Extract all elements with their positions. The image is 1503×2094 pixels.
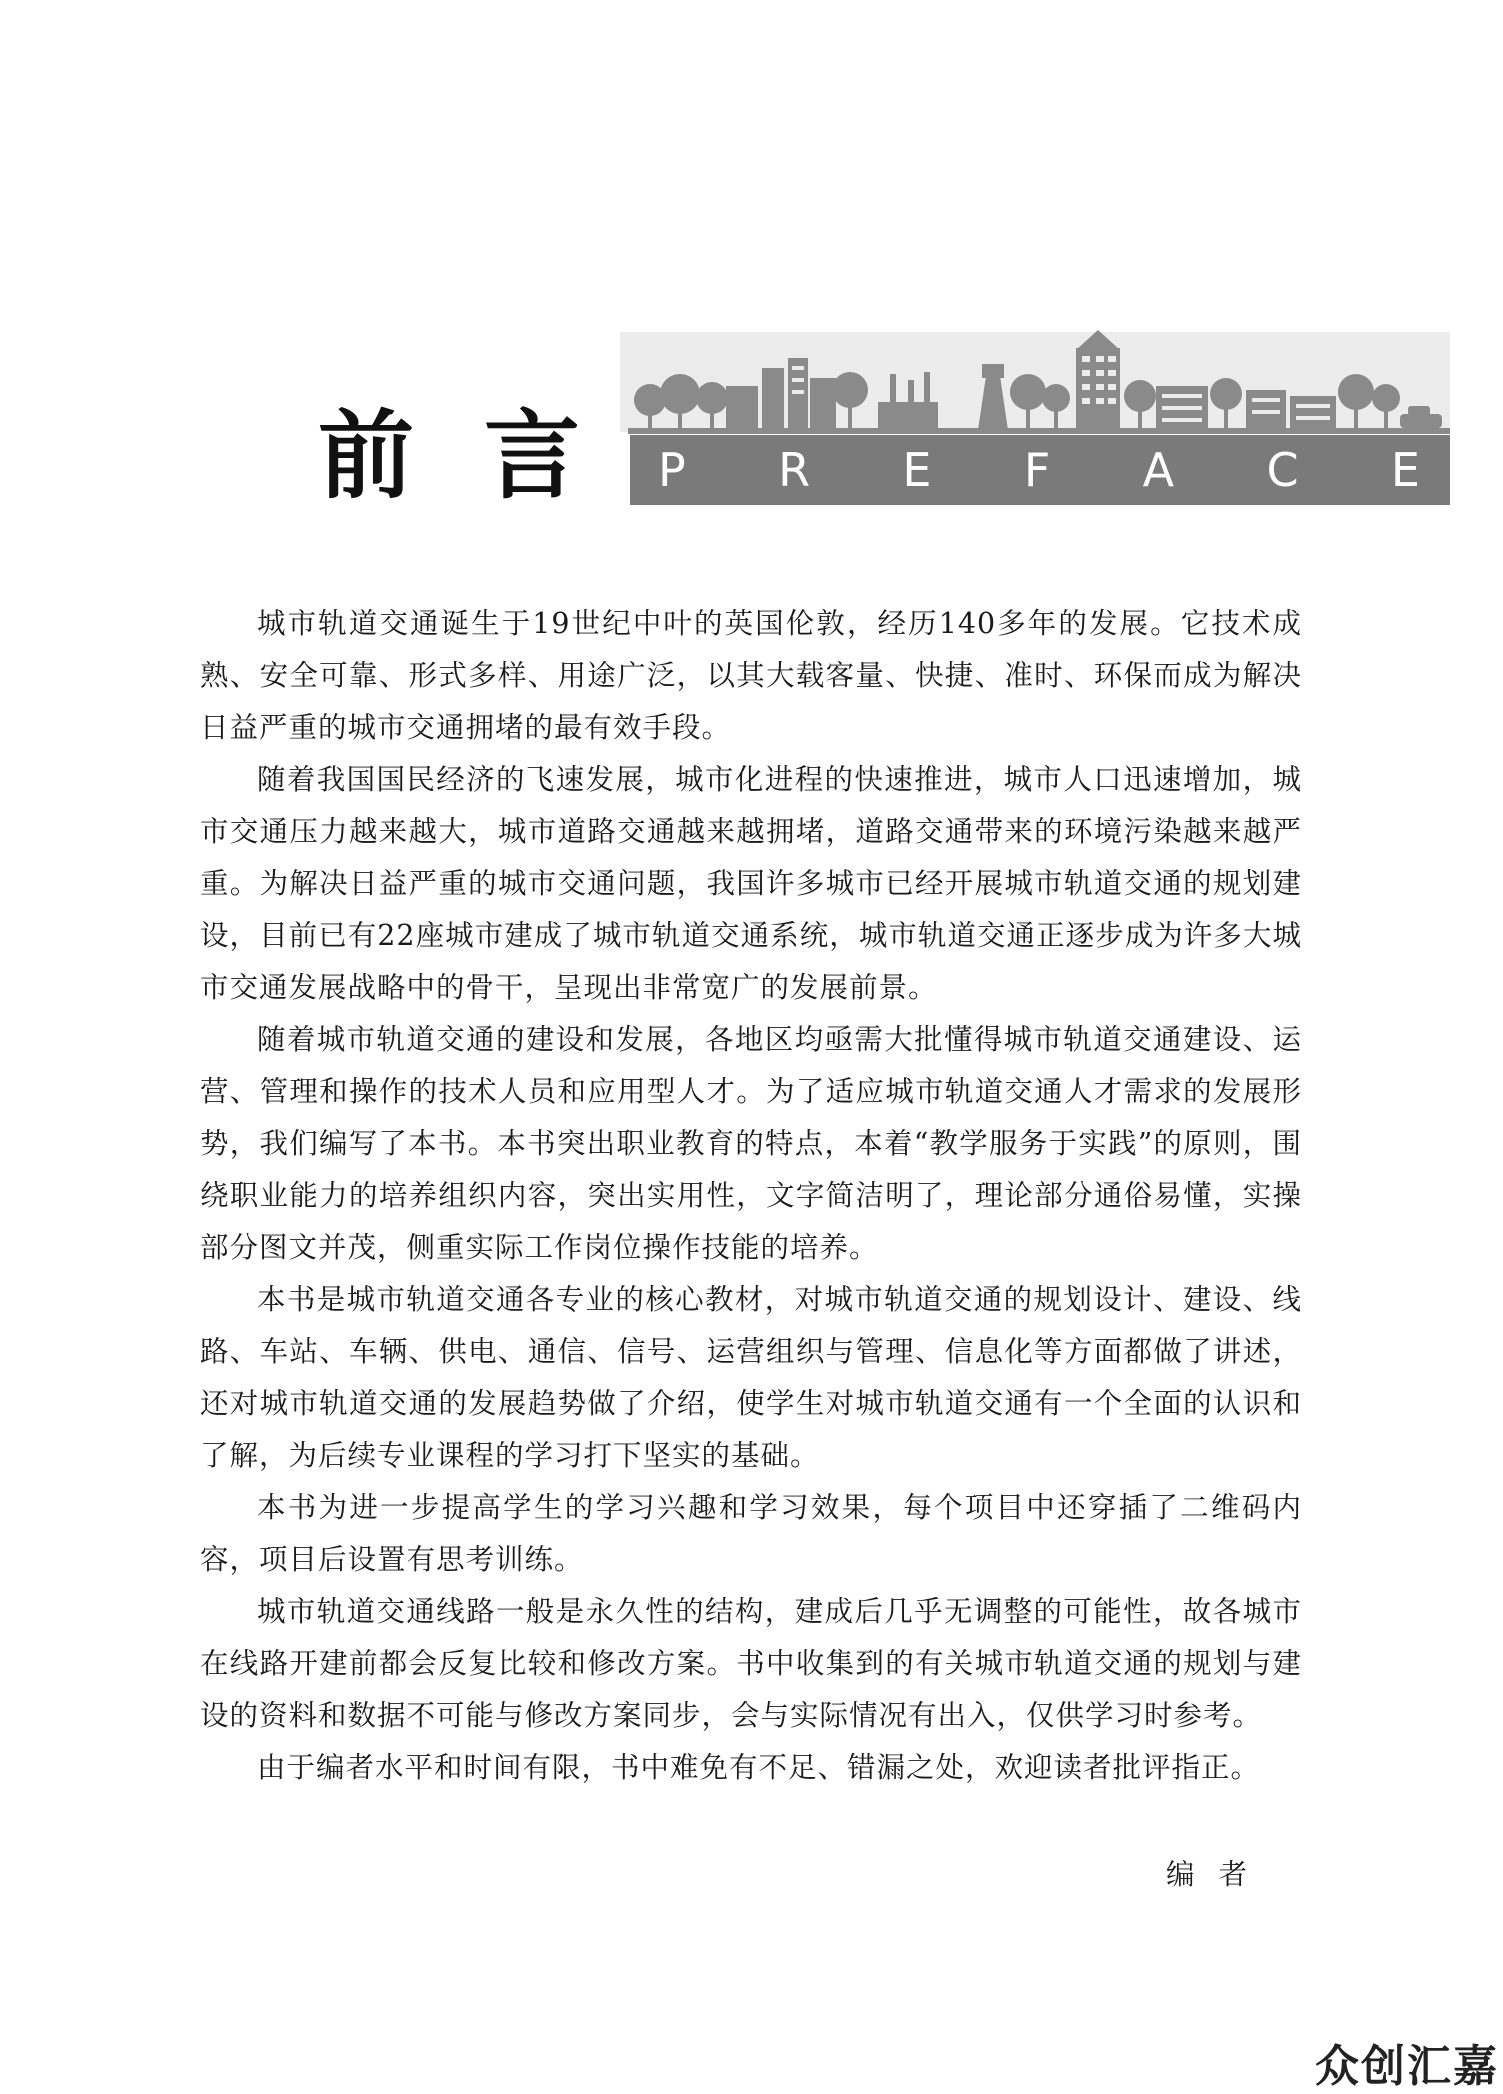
watermark: 众创汇嘉 <box>1315 2041 1499 2092</box>
preface-letter: E <box>1390 443 1420 497</box>
paragraph: 城市轨道交通诞生于19世纪中叶的英国伦敦，经历140多年的发展。它技术成熟、安全可靠、形式多样、用途广泛，以其大载客量、快捷、准时、环保而成为解决日益严重的城市交通拥堵的最有效手段。 <box>200 607 1302 744</box>
author-signature: 编者 <box>1165 1858 1271 1891</box>
paragraph: 由于编者水平和时间有限，书中难免有不足、错漏之处，欢迎读者批评指正。 <box>257 1751 1261 1784</box>
preface-letter: E <box>902 443 932 497</box>
preface-letter: R <box>778 443 811 497</box>
title-char-yan: 言 <box>484 400 580 512</box>
preface-header <box>318 328 1450 512</box>
preface-letter: A <box>1142 443 1175 497</box>
paragraph: 城市轨道交通线路一般是永久性的结构，建成后几乎无调整的可能性，故各城市在线路开建前都会反复比较和修改方案。书中收集到的有关城市轨道交通的规划与建设的资料和数据不可能与修改方案同步，会与实际情况有出入，仅供学习时参考。 <box>200 1595 1302 1732</box>
preface-body <box>200 598 1302 1794</box>
paragraph: 本书为进一步提高学生的学习兴趣和学习效果，每个项目中还穿插了二维码内容，项目后设置有思考训练。 <box>200 1491 1302 1576</box>
paragraph: 随着城市轨道交通的建设和发展，各地区均亟需大批懂得城市轨道交通建设、运营、管理和操作的技术人员和应用型人才。为了适应城市轨道交通人才需求的发展形势，我们编写了本书。本书突出职业教育的特点，本着“教学服务于实践”的原则，围绕职业能力的培养组织内容，突出实用性，文字简洁明了，理论部分通俗易懂，实操部分图文并茂，侧重实际工作岗位操作技能的培养。 <box>200 1023 1302 1264</box>
paragraph: 随着我国国民经济的飞速发展，城市化进程的快速推进，城市人口迅速增加，城市交通压力越来越大，城市道路交通越来越拥堵，道路交通带来的环境污染越来越严重。为解决日益严重的城市交通问题，我国许多城市已经开展城市轨道交通的规划建设，目前已有22座城市建成了城市轨道交通系统，城市轨道交通正逐步成为许多大城市交通发展战略中的骨干，呈现出非常宽广的发展前景。 <box>200 763 1302 1004</box>
preface-letter: C <box>1266 443 1299 497</box>
city-skyline-illustration <box>628 328 1450 436</box>
preface-english-band <box>630 435 1450 505</box>
title-char-qian: 前 <box>318 400 414 512</box>
preface-letter: F <box>1023 443 1051 497</box>
preface-letter: P <box>658 443 686 497</box>
paragraph: 本书是城市轨道交通各专业的核心教材，对城市轨道交通的规划设计、建设、线路、车站、车辆、供电、通信、信号、运营组织与管理、信息化等方面都做了讲述，还对城市轨道交通的发展趋势做了介绍，使学生对城市轨道交通有一个全面的认识和了解，为后续专业课程的学习打下坚实的基础。 <box>200 1283 1302 1472</box>
